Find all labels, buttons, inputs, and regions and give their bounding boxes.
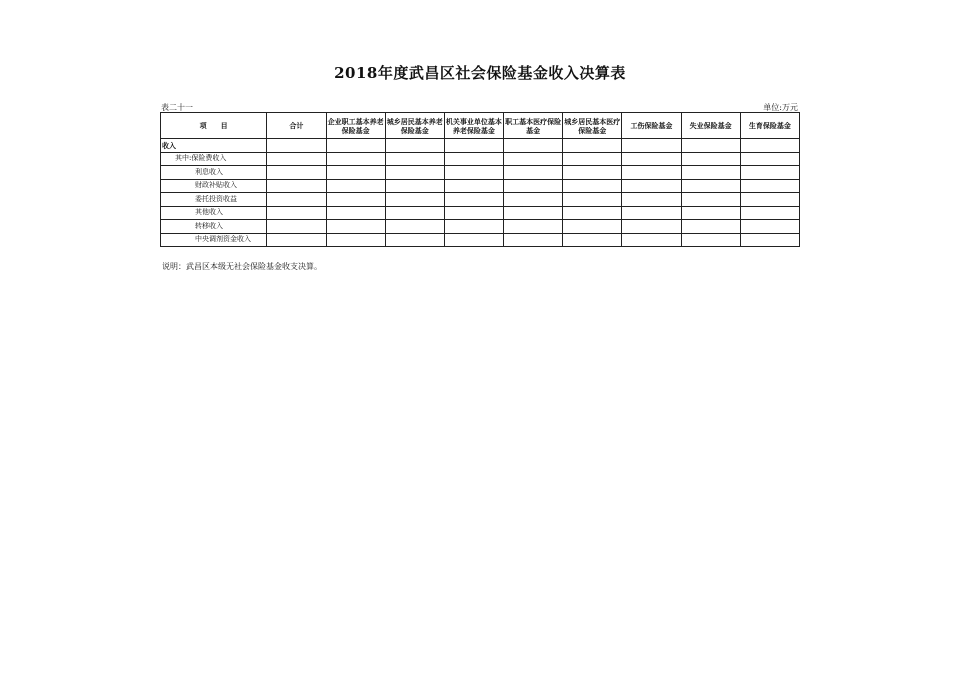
header-fund: 机关事业单位基本养老保险基金 <box>444 113 503 139</box>
table-cell <box>681 193 740 207</box>
table-cell <box>326 193 385 207</box>
table-cell <box>444 152 503 166</box>
table-cell <box>740 193 799 207</box>
table-cell <box>563 220 622 234</box>
header-row <box>161 113 800 139</box>
table-cell <box>622 193 681 207</box>
table-cell <box>740 220 799 234</box>
table-code: 表二十一 <box>161 103 193 112</box>
table-cell <box>681 206 740 220</box>
table-row <box>161 193 800 207</box>
row-label: 转移收入 <box>161 220 267 234</box>
table-cell <box>681 152 740 166</box>
table-cell <box>267 139 326 153</box>
table-cell <box>622 206 681 220</box>
header-fund: 城乡居民基本养老保险基金 <box>385 113 444 139</box>
page-title: 2018年度武昌区社会保险基金收入决算表 <box>334 64 626 82</box>
table-cell <box>444 220 503 234</box>
table-cell <box>563 139 622 153</box>
header-total: 合计 <box>267 113 326 139</box>
table-cell <box>385 220 444 234</box>
table-cell <box>385 139 444 153</box>
table-cell <box>504 220 563 234</box>
header-fund: 职工基本医疗保险基金 <box>504 113 563 139</box>
table-cell <box>385 179 444 193</box>
table-cell <box>681 220 740 234</box>
table-cell <box>622 220 681 234</box>
header-fund: 企业职工基本养老保险基金 <box>326 113 385 139</box>
row-label: 中央调剂资金收入 <box>161 233 267 247</box>
table-cell <box>504 233 563 247</box>
table-cell <box>740 179 799 193</box>
table-cell <box>267 166 326 180</box>
table-cell <box>740 166 799 180</box>
header-fund: 生育保险基金 <box>740 113 799 139</box>
table-cell <box>563 166 622 180</box>
table-cell <box>504 152 563 166</box>
footnote: 说明：武昌区本级无社会保险基金收支决算。 <box>162 262 322 271</box>
table-cell <box>622 139 681 153</box>
row-label: 收入 <box>161 139 267 153</box>
table-cell <box>267 179 326 193</box>
table-cell <box>385 152 444 166</box>
table-cell <box>267 233 326 247</box>
table-cell <box>326 179 385 193</box>
table-cell <box>563 193 622 207</box>
table-cell <box>681 179 740 193</box>
table-cell <box>326 206 385 220</box>
table-cell <box>504 179 563 193</box>
table-cell <box>681 166 740 180</box>
table-cell <box>504 166 563 180</box>
table-cell <box>622 166 681 180</box>
table-cell <box>385 193 444 207</box>
table-cell <box>622 233 681 247</box>
header-fund: 城乡居民基本医疗保险基金 <box>563 113 622 139</box>
header-item: 项 目 <box>161 113 267 139</box>
table-cell <box>504 206 563 220</box>
table-cell <box>622 152 681 166</box>
table-cell <box>444 139 503 153</box>
fund-income-table <box>160 112 800 247</box>
table-cell <box>563 179 622 193</box>
table-cell <box>385 166 444 180</box>
header-fund: 失业保险基金 <box>681 113 740 139</box>
header-fund: 工伤保险基金 <box>622 113 681 139</box>
table-cell <box>740 206 799 220</box>
table-cell <box>563 206 622 220</box>
row-label: 财政补贴收入 <box>161 179 267 193</box>
unit-label: 单位:万元 <box>763 103 798 112</box>
table-body <box>161 139 800 247</box>
table-cell <box>740 139 799 153</box>
table-row <box>161 152 800 166</box>
table-row <box>161 139 800 153</box>
table-cell <box>504 139 563 153</box>
table-cell <box>563 152 622 166</box>
table-row <box>161 166 800 180</box>
table-row <box>161 220 800 234</box>
table-cell <box>326 233 385 247</box>
row-label: 委托投资收益 <box>161 193 267 207</box>
table-cell <box>267 206 326 220</box>
table-cell <box>444 166 503 180</box>
table-cell <box>622 179 681 193</box>
table-cell <box>326 139 385 153</box>
row-label: 其中:保险费收入 <box>161 152 267 166</box>
table-cell <box>267 152 326 166</box>
table-row <box>161 179 800 193</box>
table-cell <box>444 233 503 247</box>
row-label: 其他收入 <box>161 206 267 220</box>
row-label: 利息收入 <box>161 166 267 180</box>
table-cell <box>740 152 799 166</box>
table-cell <box>504 193 563 207</box>
table-cell <box>681 139 740 153</box>
table-cell <box>267 193 326 207</box>
table-cell <box>326 166 385 180</box>
table-cell <box>326 152 385 166</box>
table-cell <box>267 220 326 234</box>
table-cell <box>444 206 503 220</box>
table-row <box>161 206 800 220</box>
table-row <box>161 233 800 247</box>
table-cell <box>326 220 385 234</box>
table-cell <box>681 233 740 247</box>
table-cell <box>563 233 622 247</box>
table-cell <box>740 233 799 247</box>
table-cell <box>385 206 444 220</box>
table-cell <box>444 179 503 193</box>
table-cell <box>444 193 503 207</box>
table-cell <box>385 233 444 247</box>
